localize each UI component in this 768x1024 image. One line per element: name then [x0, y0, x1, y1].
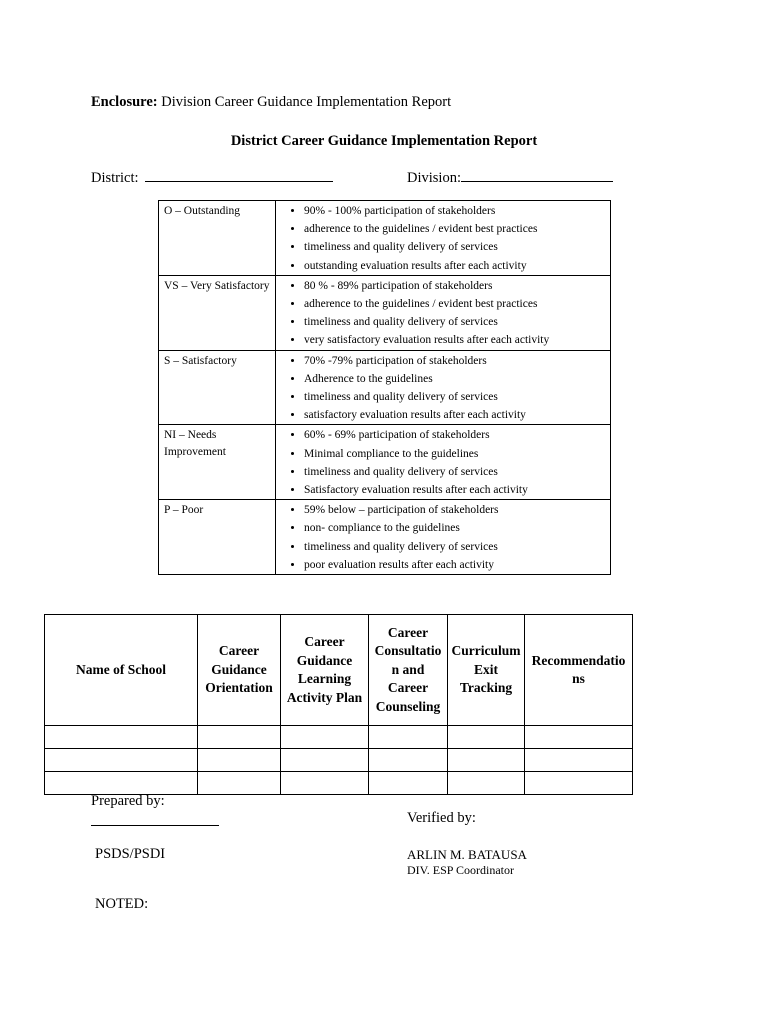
- header-curriculum-exit-tracking: Curriculum Exit Tracking: [448, 615, 525, 726]
- page-title: District Career Guidance Implementation Report: [230, 133, 538, 149]
- division-label: Division:: [407, 170, 461, 186]
- criteria-item: • 80 % - 89% participation of stakeholders: [304, 277, 606, 295]
- table-cell: [448, 726, 525, 749]
- school-report-table: [44, 614, 633, 795]
- criteria-item: • non- compliance to the guidelines: [304, 519, 606, 537]
- table-cell: [369, 772, 448, 795]
- enclosure-text: Division Career Guidance Implementation Report: [161, 94, 452, 110]
- rating-label: S – Satisfactory: [159, 350, 276, 425]
- table-row: [45, 749, 633, 772]
- criteria-item: • timeliness and quality delivery of services: [304, 538, 606, 556]
- table-cell: [369, 726, 448, 749]
- table-cell: [448, 772, 525, 795]
- criteria-item: • Adherence to the guidelines: [304, 370, 606, 388]
- table-cell: [198, 726, 281, 749]
- criteria-item: • timeliness and quality delivery of services: [304, 388, 606, 406]
- criteria-item: • adherence to the guidelines / evident best practices: [304, 295, 606, 313]
- verifier-title: DIV. ESP Coordinator: [407, 863, 515, 877]
- enclosure-label: Enclosure:: [91, 94, 158, 110]
- division-field: [407, 167, 613, 187]
- table-cell: [525, 749, 633, 772]
- prepared-by-label: Prepared by:: [91, 793, 165, 809]
- table-row: [45, 772, 633, 795]
- table-cell: [281, 749, 369, 772]
- criteria-item: • 59% below – participation of stakeholders: [304, 501, 606, 519]
- rating-criteria: [276, 500, 611, 575]
- table-cell: [281, 726, 369, 749]
- header-recommendations: Recommendations: [525, 615, 633, 726]
- table-cell: [448, 749, 525, 772]
- criteria-item: • 90% - 100% participation of stakeholders: [304, 202, 606, 220]
- criteria-item: • timeliness and quality delivery of services: [304, 463, 606, 481]
- header-name-of-school: Name of School: [45, 615, 198, 726]
- rating-label: O – Outstanding: [159, 201, 276, 276]
- rating-row: [159, 350, 611, 425]
- enclosure-line: [91, 94, 451, 111]
- criteria-item: • timeliness and quality delivery of services: [304, 238, 606, 256]
- table-cell: [525, 772, 633, 795]
- prepared-signature-line: [91, 825, 219, 826]
- rating-row: [159, 275, 611, 350]
- criteria-item: • timeliness and quality delivery of services: [304, 313, 606, 331]
- header-career-guidance-orientation: Career Guidance Orientation: [198, 615, 281, 726]
- rating-label: VS – Very Satisfactory: [159, 275, 276, 350]
- rating-scale-table: [158, 200, 611, 575]
- criteria-item: • Satisfactory evaluation results after each activity: [304, 481, 606, 499]
- header-consultation-counseling: Career Consultation and Career Counseling: [369, 615, 448, 726]
- criteria-item: • poor evaluation results after each activity: [304, 556, 606, 574]
- rating-row: [159, 500, 611, 575]
- table-cell: [369, 749, 448, 772]
- school-table-header-row: [45, 615, 633, 726]
- criteria-item: • satisfactory evaluation results after each activity: [304, 406, 606, 424]
- criteria-item: • Minimal compliance to the guidelines: [304, 445, 606, 463]
- table-cell: [45, 772, 198, 795]
- division-blank: [461, 167, 613, 182]
- rating-label: P – Poor: [159, 500, 276, 575]
- rating-criteria: [276, 275, 611, 350]
- noted-label: NOTED:: [95, 896, 149, 912]
- rating-criteria: [276, 350, 611, 425]
- rating-row: [159, 201, 611, 276]
- table-cell: [45, 726, 198, 749]
- verifier-name: ARLIN M. BATAUSA: [407, 847, 527, 862]
- rating-criteria: [276, 201, 611, 276]
- rating-row: [159, 425, 611, 500]
- header-learning-activity-plan: Career Guidance Learning Activity Plan: [281, 615, 369, 726]
- verified-by-label: Verified by:: [407, 810, 476, 826]
- criteria-item: • adherence to the guidelines / evident best practices: [304, 220, 606, 238]
- prepared-title: PSDS/PSDI: [95, 846, 166, 862]
- table-cell: [198, 772, 281, 795]
- district-label: District:: [91, 170, 139, 186]
- table-cell: [198, 749, 281, 772]
- criteria-item: • 70% -79% participation of stakeholders: [304, 352, 606, 370]
- table-cell: [45, 749, 198, 772]
- table-row: [45, 726, 633, 749]
- rating-criteria: [276, 425, 611, 500]
- district-field: [91, 167, 333, 187]
- rating-label: NI – Needs Improvement: [159, 425, 276, 500]
- criteria-item: • outstanding evaluation results after each activity: [304, 257, 606, 275]
- criteria-item: • very satisfactory evaluation results after each activity: [304, 331, 606, 349]
- table-cell: [525, 726, 633, 749]
- table-cell: [281, 772, 369, 795]
- criteria-item: • 60% - 69% participation of stakeholders: [304, 426, 606, 444]
- district-blank: [145, 167, 333, 182]
